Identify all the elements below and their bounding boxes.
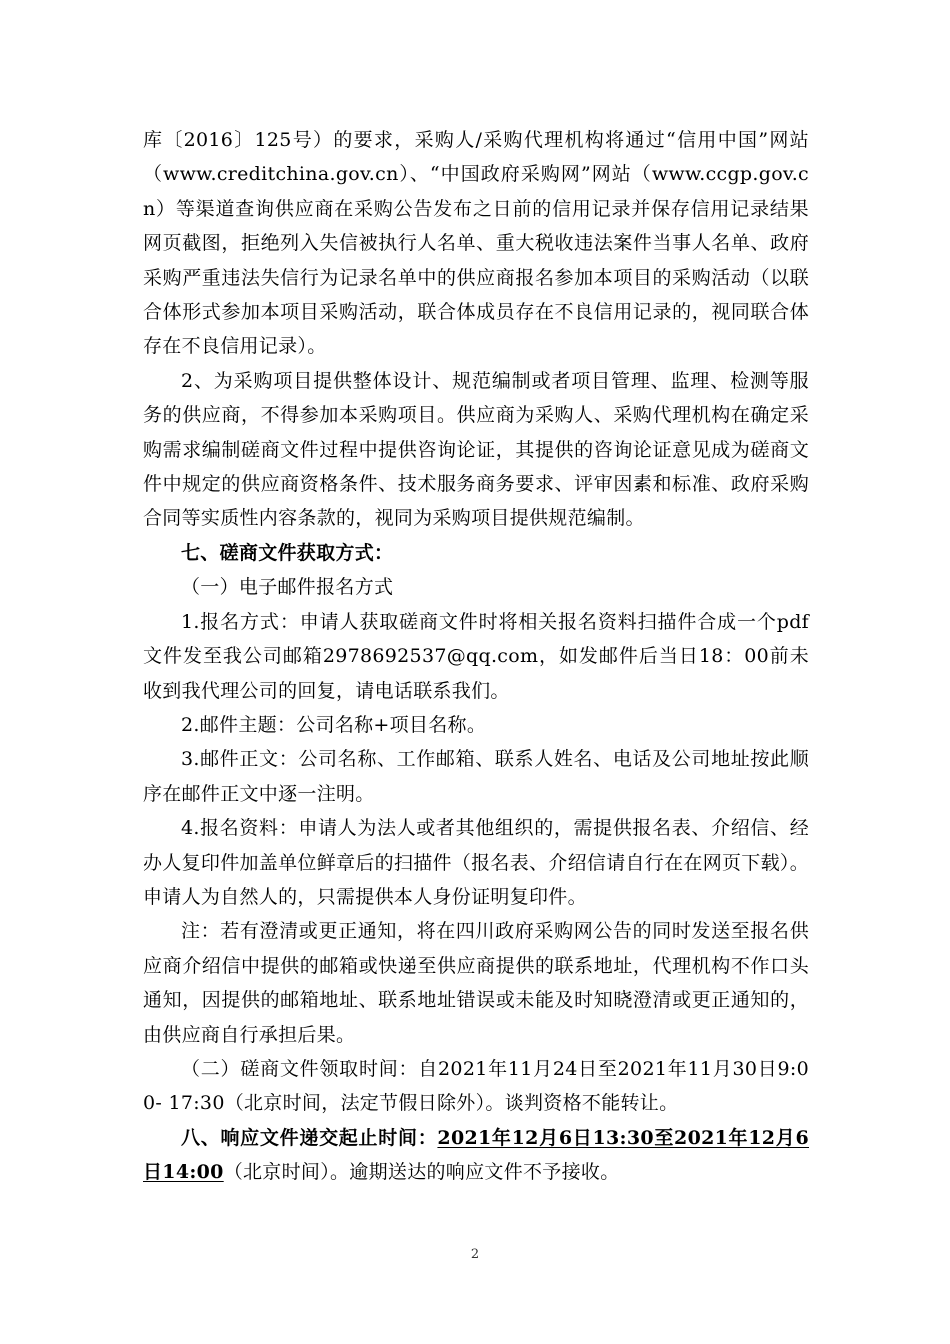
- section-heading-7: 七、磋商文件获取方式：: [181, 541, 394, 564]
- page-number: 2: [470, 1247, 480, 1262]
- submission-time-range: 2021年12月6日13:30至2021年12月6日14:00: [143, 1126, 809, 1184]
- section-8-label: 八、响应文件递交起止时间：: [181, 1126, 438, 1149]
- list-item-email-subject: 2.邮件主题：公司名称+项目名称。: [181, 713, 487, 736]
- document-body: [143, 123, 809, 1190]
- section-heading-8: [143, 1121, 809, 1190]
- list-item-email-body: 3.邮件正文：公司名称、工作邮箱、联系人姓名、电话及公司地址按此顺序在邮件正文中逐一注明。: [143, 748, 809, 805]
- list-item-registration-materials: 4.报名资料：申请人为法人或者其他组织的，需提供报名表、介绍信、经办人复印件加盖单位鲜章后的扫描件（报名表、介绍信请自行在在网页下载）。申请人为自然人的，只需提供本人身份证明复印件。: [143, 817, 810, 908]
- paragraph-note: 注：若有澄清或更正通知，将在四川政府采购网公告的同时发送至报名供应商介绍信中提供的邮箱或快递至供应商提供的联系地址，代理机构不作口头通知，因提供的邮箱地址、联系地址错误或未能及时知晓澄清或更正通知的，由供应商自行承担后果。: [143, 920, 809, 1046]
- paragraph-credit-check: 库〔2016〕125号）的要求，采购人/采购代理机构将通过“信用中国”网站（www.creditchina.gov.cn）、“中国政府采购网”网站（www.ccgp.gov.cn）等渠道查询供应商在采购公告发布之日前的信用记录并保存信用记录结果网页截图，拒绝列入失信被执行人名单、重大税收违法案件当事人名单、政府采购严重违法失信行为记录名单中的供应商报名参加本项目的采购活动（以联合体形式参加本项目采购活动，联合体成员存在不良信用记录的，视同联合体存在不良信用记录）。: [143, 129, 809, 358]
- section-8-remainder: （北京时间）。逾期送达的响应文件不予接收。: [223, 1161, 620, 1184]
- paragraph-exclusion-rule: 2、为采购项目提供整体设计、规范编制或者项目管理、监理、检测等服务的供应商，不得参加本采购项目。供应商为采购人、采购代理机构在确定采购需求编制磋商文件过程中提供咨询论证，其提供的咨询论证意见成为磋商文件中规定的供应商资格条件、技术服务商务要求、评审因素和标准、政府采购合同等实质性内容条款的，视同为采购项目提供规范编制。: [143, 369, 809, 530]
- subsection-collection-time: （二）磋商文件领取时间：自2021年11月24日至2021年11月30日9:00- 17:30（北京时间，法定节假日除外）。谈判资格不能转让。: [143, 1057, 809, 1115]
- list-item-registration-method: 1.报名方式：申请人获取磋商文件时将相关报名资料扫描件合成一个pdf文件发至我公司邮箱2978692537@qq.com，如发邮件后当日18：00前未收到我代理公司的回复，请电话联系我们。: [143, 610, 809, 702]
- subsection-heading-email-registration: （一）电子邮件报名方式: [181, 576, 394, 599]
